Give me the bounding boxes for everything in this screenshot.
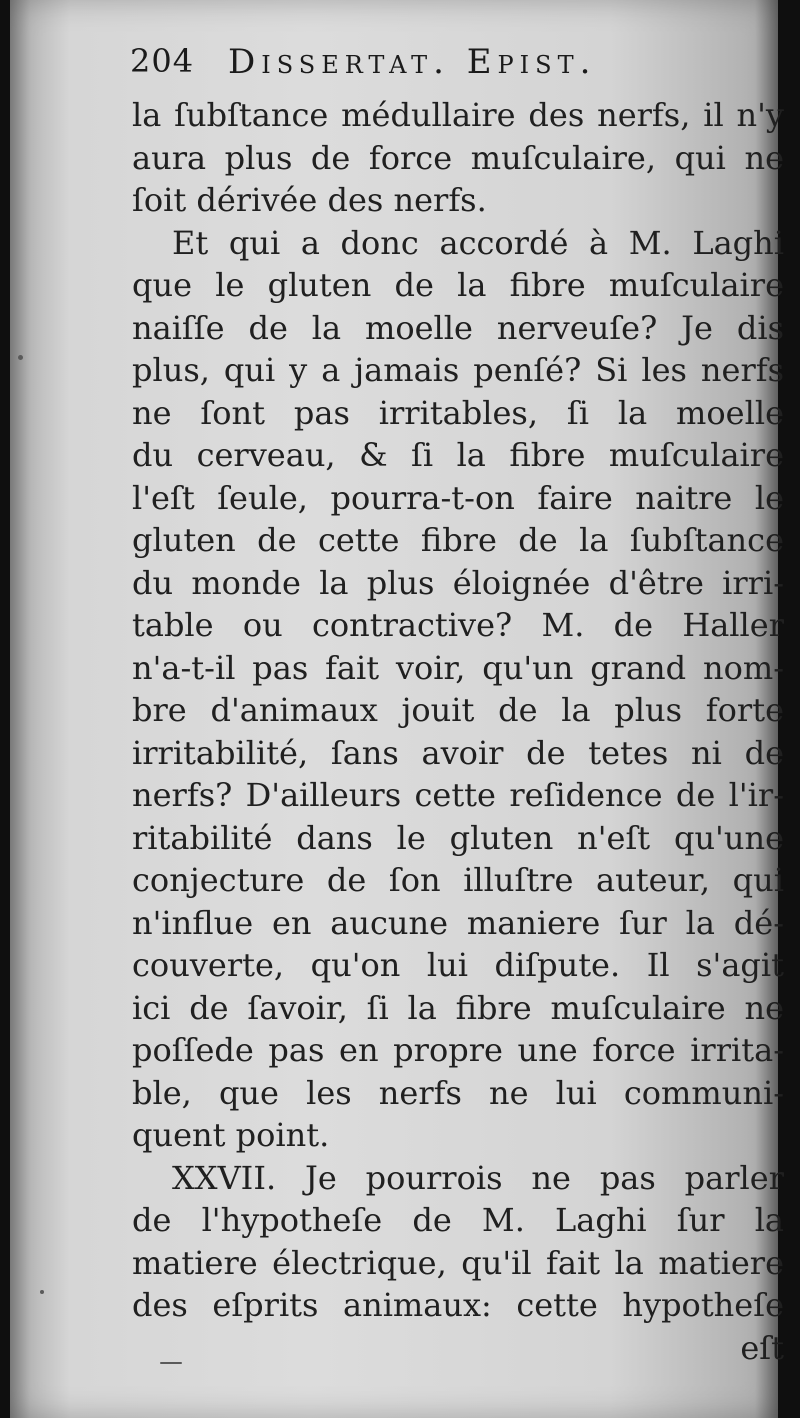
text-line: table ou contractive? M. de Haller (132, 606, 784, 644)
text-line: conjecture de ſon illuſtre auteur, qui (132, 861, 784, 899)
book-page (10, 0, 784, 1418)
text-line: n'influe en aucune maniere ſur la dé- (132, 903, 784, 942)
text-line: plus, qui y a jamais penſé? Si les nerfs (132, 351, 784, 389)
text-line: Et qui a donc accordé à M. Laghi (172, 223, 784, 262)
text-line: couverte, qu'on lui diſpute. Il s'agit (132, 946, 784, 984)
margin-speck (40, 1290, 44, 1294)
text-line: ritabilité dans le gluten n'eſt qu'une (132, 818, 784, 857)
text-line: poſſede pas en propre une force irrita- (132, 1031, 784, 1069)
text-line: gluten de cette fibre de la ſubſtance (132, 521, 784, 559)
text-line: des eſprits animaux: cette hypotheſe (132, 1286, 784, 1324)
body-text (132, 94, 784, 1369)
margin-speck (18, 355, 23, 360)
text-line: ble, que les nerfs ne lui communi- (132, 1073, 784, 1112)
text-line: l'eſt ſeule, pourra-t-on faire naitre le (132, 478, 784, 517)
text-line: de l'hypotheſe de M. Laghi ſur la (132, 1201, 784, 1239)
page-header (130, 42, 770, 94)
text-line: XXVII. Je pourrois ne pas parler (172, 1158, 784, 1197)
text-line: nerfs? D'ailleurs cette reſidence de l'ir- (132, 776, 784, 814)
text-line: aura plus de force muſculaire, qui ne (132, 138, 784, 177)
text-line: du monde la plus éloignée d'être irri- (132, 563, 784, 602)
text-line: matiere électrique, qu'il fait la matiere (132, 1243, 784, 1282)
page-number: 204 (130, 42, 195, 80)
text-line: du cerveau, & ſi la fibre muſculaire (132, 436, 784, 474)
margin-speck (160, 1362, 182, 1364)
text-line: que le gluten de la fibre muſculaire (132, 266, 784, 304)
text-line: n'a-t-il pas fait voir, qu'un grand nom- (132, 648, 784, 687)
catchword: eſt (740, 1328, 784, 1367)
text-line: irritabilité, ſans avoir de tetes ni de (132, 733, 784, 772)
text-line: la ſubſtance médullaire des nerfs, il n'y (132, 96, 784, 134)
text-line: bre d'animaux jouit de la plus forte (132, 691, 784, 729)
running-head: Dissertat. Epist. (228, 42, 597, 82)
text-line: quent point. (132, 1116, 330, 1154)
text-line: ſoit dérivée des nerfs. (132, 181, 487, 219)
text-line: naiſſe de la moelle nerveuſe? Je dis (132, 308, 784, 347)
text-line: ici de ſavoir, ſi la fibre muſculaire ne (132, 988, 784, 1027)
text-line: ne ſont pas irritables, ſi la moelle (132, 393, 784, 432)
